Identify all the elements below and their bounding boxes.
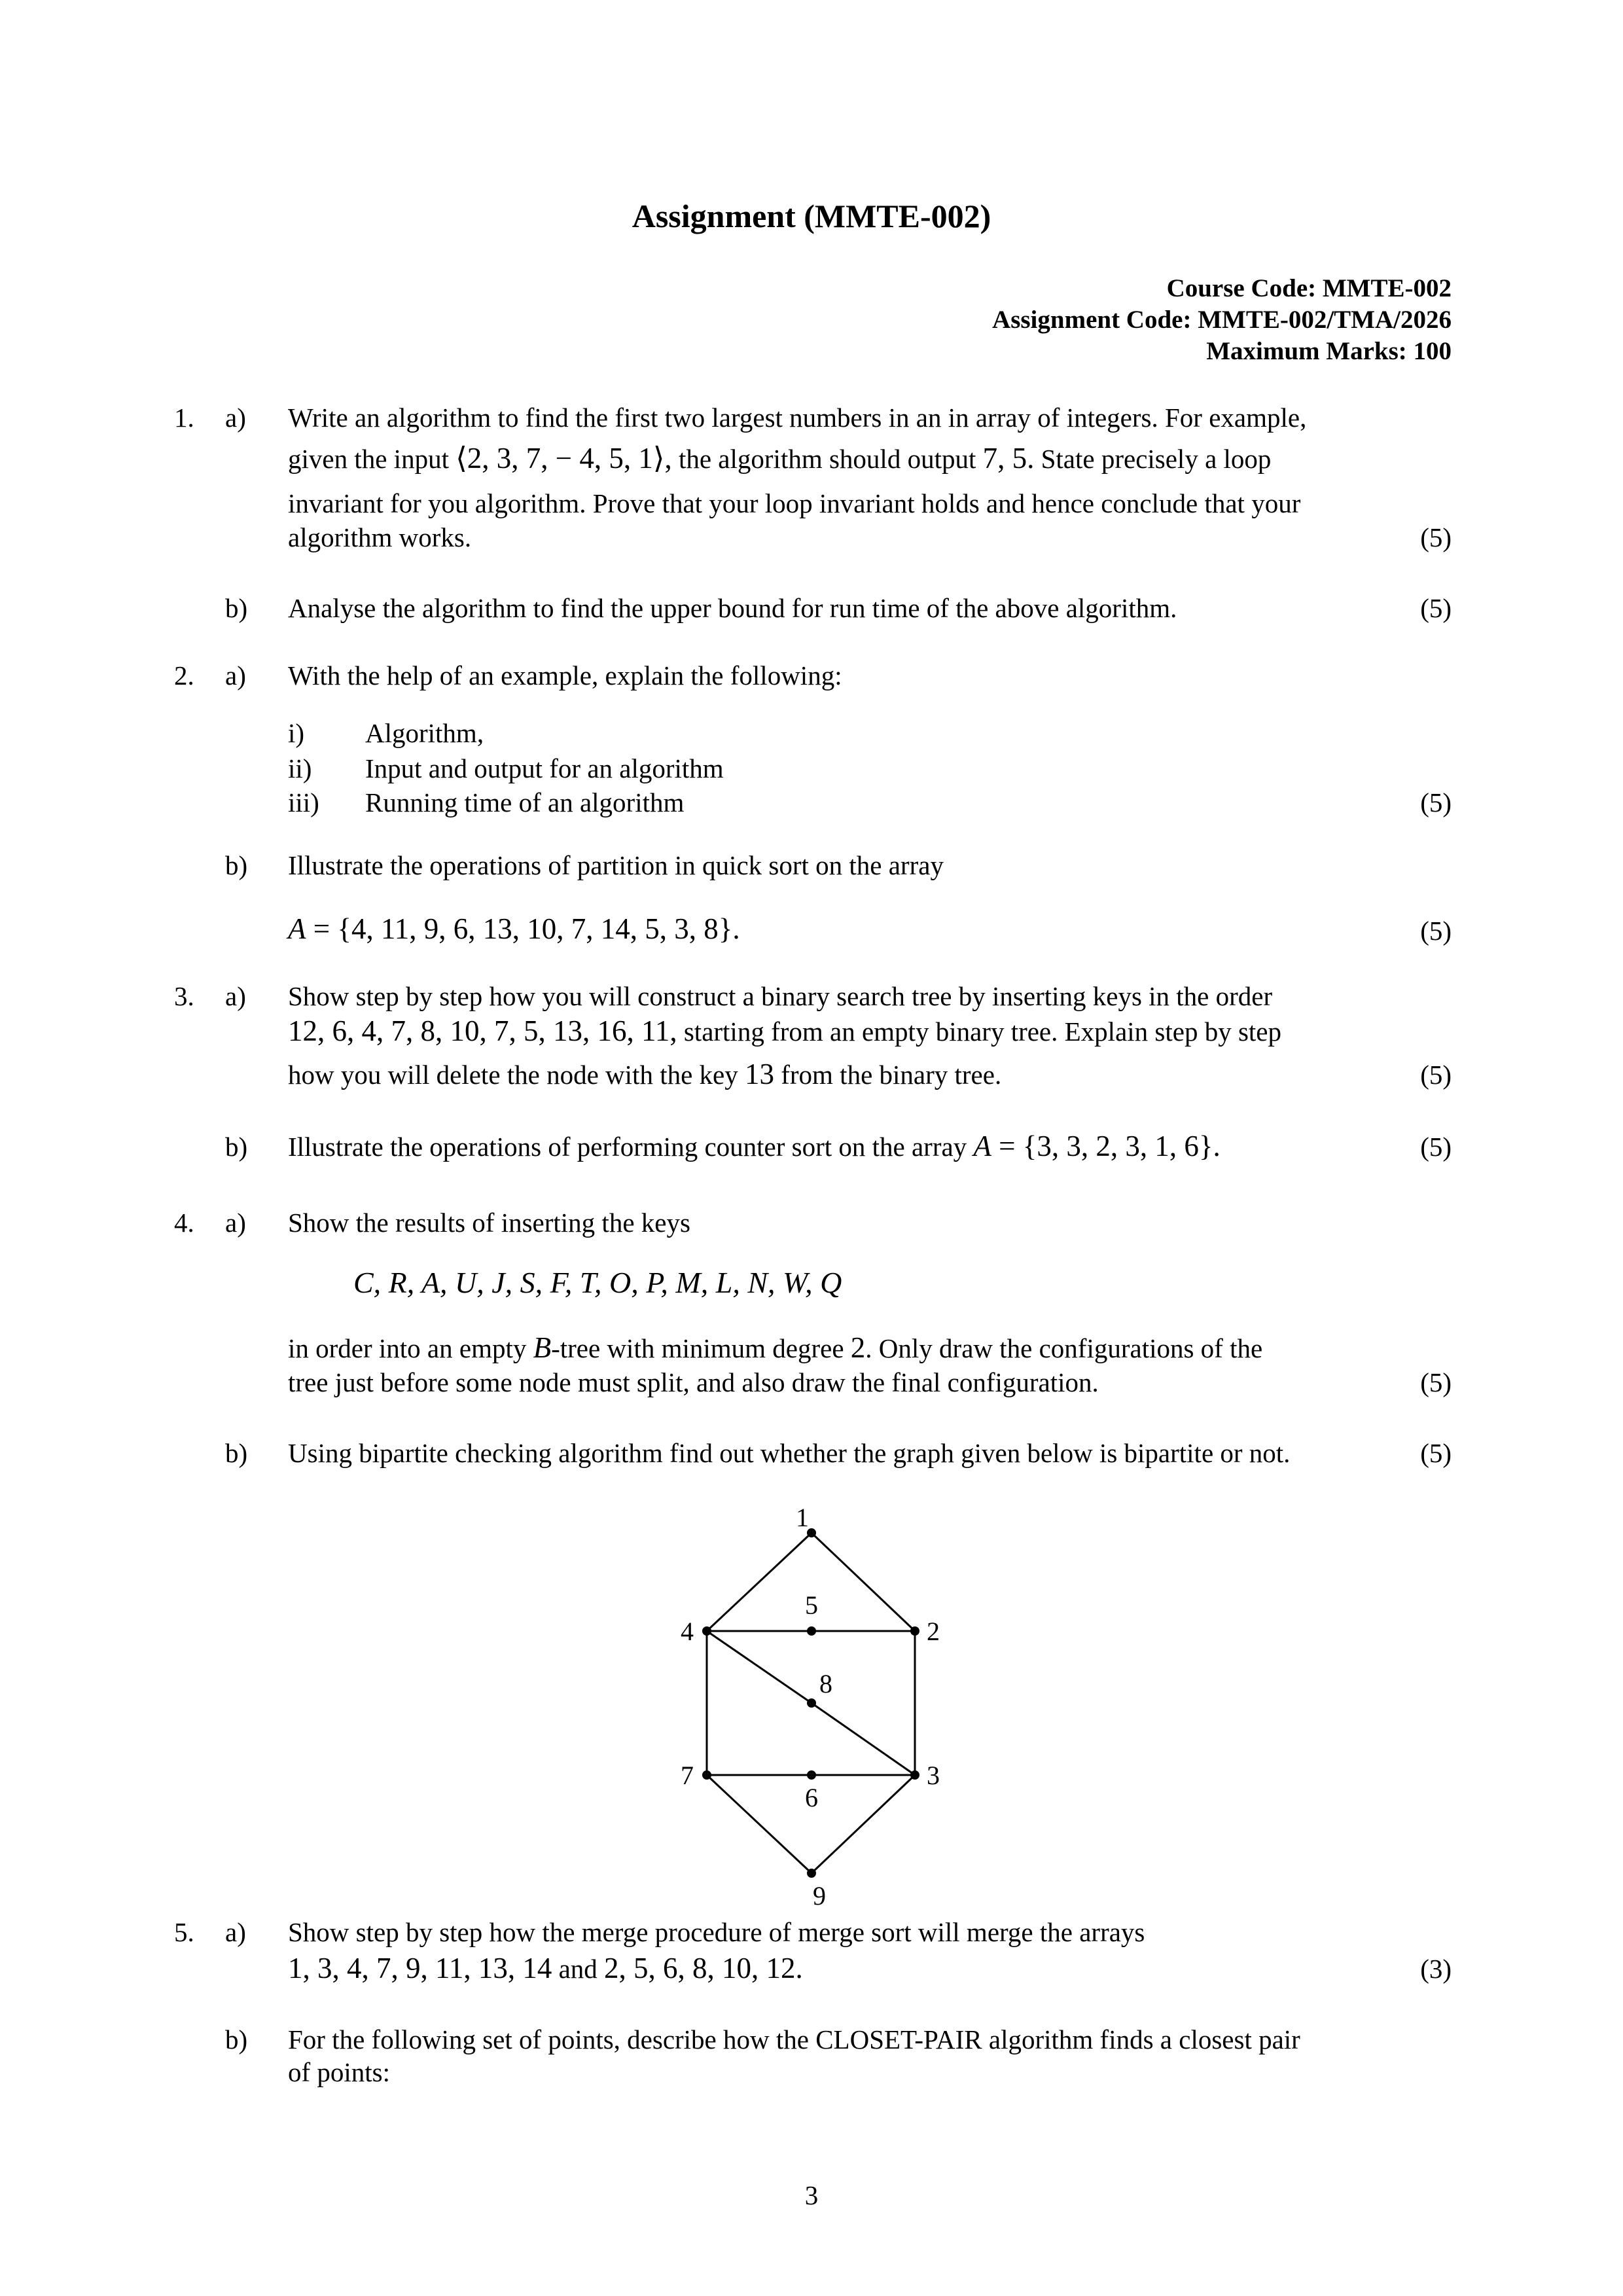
q4a-line3 [288,1330,1427,1365]
q5a-label: a) [225,1917,246,1947]
q3-number: 3. [174,981,194,1011]
q3a-line3-post: from the binary tree. [781,1060,1002,1090]
graph-label-6: 6 [805,1783,818,1812]
q3a-key-order: 12, 6, 4, 7, 8, 10, 7, 5, 13, 16, 11, [288,1014,677,1047]
page-number: 3 [804,2180,819,2210]
graph-label-1: 1 [796,1503,809,1532]
q1a-line1: Write an algorithm to find the first two largest numbers in an in array of integers. For example, [288,403,1307,433]
q4a-line3-pre: in order into an empty [288,1333,527,1363]
graph-node-2 [910,1626,919,1636]
q4b-text: Using bipartite checking algorithm find out whether the graph given below is bipartite or not. [288,1438,1291,1468]
q3a-line1: Show step by step how you will construct a binary search tree by inserting keys in the order [288,981,1273,1011]
q3a-label: a) [225,981,246,1011]
graph-node-5 [807,1626,816,1636]
q4a-marks: (5) [1420,1367,1452,1397]
q5a-marks: (3) [1420,1954,1452,1984]
q2a-item-roman: iii) [288,787,319,817]
q5a-line2 [288,1950,1427,1986]
q1a-line3: invariant for you algorithm. Prove that your loop invariant holds and hence conclude that your [288,488,1301,518]
q1b-label: b) [225,593,248,623]
q3a-line3-pre: how you will delete the node with the key [288,1060,738,1090]
q3a-line2-text: starting from an empty binary tree. Explain step by step [683,1016,1281,1047]
q2-number: 2. [174,660,194,691]
q4a-degree: 2 [850,1331,866,1364]
q1a-line4: algorithm works. [288,522,472,552]
q1a-line2 [288,440,1427,476]
q1a-input-array: ⟨2, 3, 7, − 4, 5, 1⟩, [455,442,672,475]
q4a-line3-post: . Only draw the configurations of the [865,1333,1263,1363]
q5a-and: and [558,1954,597,1984]
graph-label-5: 5 [805,1590,818,1620]
q5b-line1: For the following set of points, describe how the CLOSET-PAIR algorithm finds a closest pair [288,2024,1300,2054]
graph-label-3: 3 [927,1761,940,1790]
q2b-array-values: = {4, 11, 9, 6, 13, 10, 7, 14, 5, 3, 8}. [306,912,740,945]
q1a-marks: (5) [1420,522,1452,552]
q5a-array2: 2, 5, 6, 8, 10, 12. [604,1952,803,1984]
page-title: Assignment (MMTE-002) [632,198,991,234]
q4a-btree-var: B [533,1331,552,1364]
q2b-marks: (5) [1420,916,1452,946]
graph-edge [812,1533,915,1631]
q3a-line3 [288,1056,1427,1092]
q1a-line2-pre: given the input [288,444,449,474]
graph-nodes [702,1528,919,1878]
q2a-item-roman: i) [288,718,305,748]
graph-label-8: 8 [819,1669,832,1698]
q4a-line3-mid: -tree with minimum degree [551,1333,844,1363]
q2a-marks: (5) [1420,787,1452,817]
q1b-text: Analyse the algorithm to find the upper bound for run time of the above algorithm. [288,593,1177,623]
q4-number: 4. [174,1208,194,1238]
q3b-array-values: = {3, 3, 2, 3, 1, 6}. [991,1130,1221,1162]
q4b-label: b) [225,1438,248,1468]
course-code: Course Code: MMTE-002 [1166,274,1452,302]
q3b-marks: (5) [1420,1132,1452,1162]
graph-node-9 [807,1869,816,1878]
q3b-label: b) [225,1132,248,1162]
q1a-output: 7, 5. [982,442,1035,475]
q2a-item-text: Algorithm, [365,718,484,748]
graph-label-4: 4 [681,1617,694,1646]
q5a-array1: 1, 3, 4, 7, 9, 11, 13, 14 [288,1952,552,1984]
q5b-line2: of points: [288,2057,391,2087]
assignment-code: Assignment Code: MMTE-002/TMA/2026 [992,306,1452,334]
bipartite-graph [668,1492,969,1911]
q1-number: 1. [174,403,194,433]
q5a-line1: Show step by step how the merge procedure of merge sort will merge the arrays [288,1917,1145,1947]
q4a-line4: tree just before some node must split, and also draw the final configuration. [288,1367,1099,1397]
q3b-text: Illustrate the operations of performing counter sort on the array [288,1132,967,1162]
graph-node-7 [702,1770,711,1780]
graph-edge [707,1775,812,1873]
q3a-key: 13 [744,1058,774,1090]
graph-label-7: 7 [681,1761,694,1790]
q3a-line2 [288,1013,1427,1049]
graph-label-2: 2 [927,1617,940,1646]
q1a-line2-mid: the algorithm should output [678,444,976,474]
q2a-text: With the help of an example, explain the following: [288,660,842,691]
q1a-label: a) [225,403,246,433]
graph-edge [812,1775,915,1873]
q3b-array-var: A [973,1130,991,1162]
graph-node-3 [910,1770,919,1780]
q4a-text: Show the results of inserting the keys [288,1208,690,1238]
graph-node-4 [702,1626,711,1636]
q4a-keys: C, R, A, U, J, S, F, T, O, P, M, L, N, W, Q [353,1266,842,1299]
q2a-item-roman: ii) [288,753,312,783]
graph-edge [707,1533,812,1631]
q2b-array [288,911,1427,946]
q1b-marks: (5) [1420,593,1452,623]
q5b-label: b) [225,2024,248,2054]
graph-node-6 [807,1770,816,1780]
q2a-item-text: Input and output for an algorithm [365,753,724,783]
maximum-marks: Maximum Marks: 100 [1206,337,1452,365]
q2a-item-text: Running time of an algorithm [365,787,685,817]
q5-number: 5. [174,1917,194,1947]
q4b-marks: (5) [1420,1438,1452,1468]
q2b-label: b) [225,850,248,880]
q1a-line2-post: State precisely a loop [1041,444,1272,474]
q4a-label: a) [225,1208,246,1238]
graph-edge [812,1703,915,1775]
q3a-marks: (5) [1420,1060,1452,1090]
q3b-line [288,1128,1427,1164]
graph-label-9: 9 [813,1881,826,1910]
graph-node-8 [807,1698,816,1708]
q2b-text: Illustrate the operations of partition in quick sort on the array [288,850,944,880]
q2b-array-var: A [288,912,306,945]
q3b-array [973,1130,1220,1162]
graph-edge [707,1631,812,1703]
q2a-label: a) [225,660,246,691]
